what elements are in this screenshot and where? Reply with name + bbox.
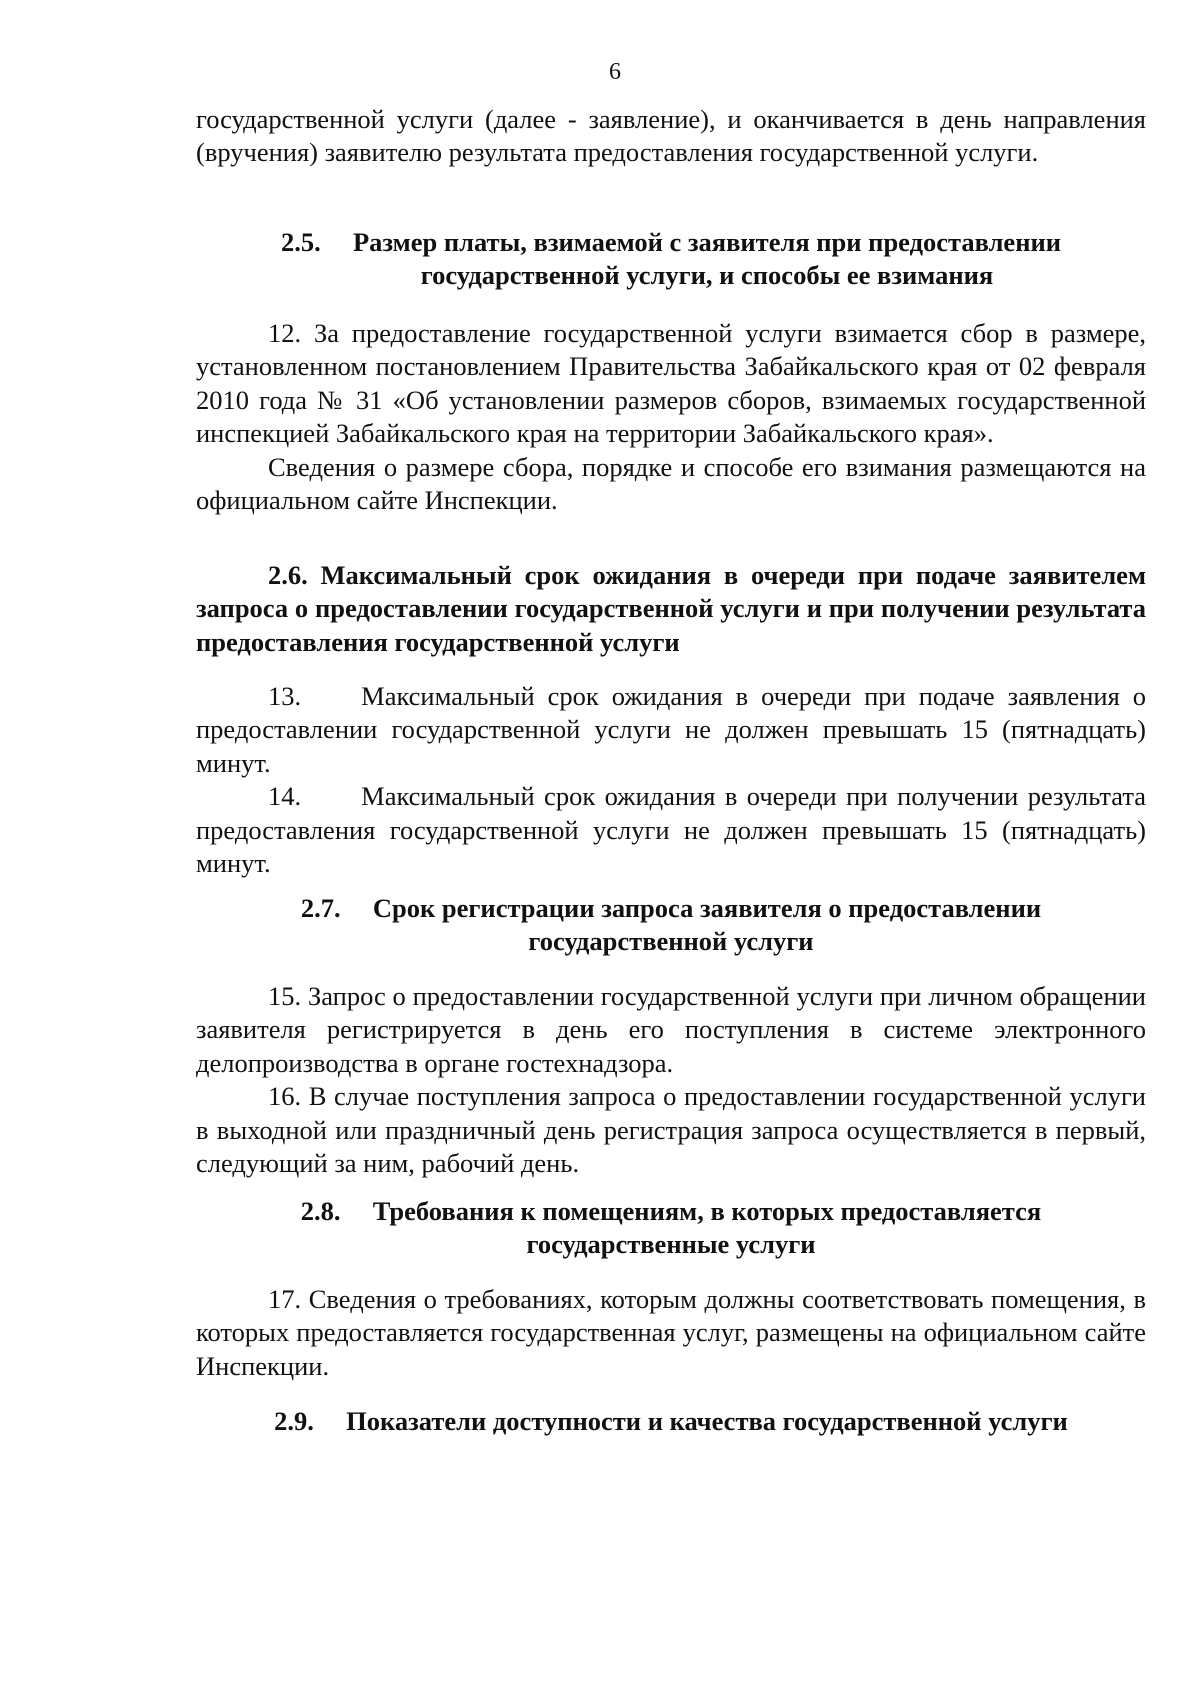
- section-heading-2-7: [196, 892, 1146, 959]
- heading-line: государственные услуги: [526, 1229, 816, 1260]
- section-title: Показатели доступности и качества государственной услуги: [346, 1406, 1068, 1436]
- paragraph-number: 14.: [268, 781, 302, 812]
- paragraph-text: Максимальный срок ожидания в очереди при подаче заявления о предоставлении государственной услуги не должен превышать 15 (пятнадцать) минут.: [196, 681, 1146, 778]
- paragraph: государственной услуги (далее - заявление), и оканчивается в день направления (вручения) заявителю результата предоставления государственной услуги.: [196, 104, 1146, 168]
- paragraph-17: 17. Сведения о требованиях, которым должны соответствовать помещения, в которых предоставляется государственная услуг, размещены на официальном сайте Инспекции.: [196, 1284, 1146, 1381]
- paragraph-12: 12. За предоставление государственной услуги взимается сбор в размере, установленном постановлением Правительства Забайкальского края от 02 февраля 2010 года № 31 «Об установлении размеров сборов, взимаемых государственной инспекцией Забайкальского края на территории Забайкальского края».: [196, 318, 1146, 449]
- section-heading-2-8: [196, 1195, 1146, 1262]
- section-number: 2.7.: [300, 893, 341, 923]
- section-title: Требования к помещениям, в которых предоставляется: [372, 1196, 1042, 1226]
- heading-line: [196, 226, 1146, 259]
- section-title: Срок регистрации запроса заявителя о предоставлении: [372, 893, 1042, 923]
- section-number: 2.8.: [300, 1196, 341, 1226]
- paragraph-13: [196, 680, 1146, 780]
- heading-line: государственной услуги: [528, 926, 814, 957]
- heading-line: государственной услуги, и способы ее взимания: [420, 260, 994, 291]
- paragraph-16: 16. В случае поступления запроса о предоставлении государственной услуги в выходной или праздничный день регистрация запроса осуществляется в первый, следующий за ним, рабочий день.: [196, 1081, 1146, 1179]
- paragraph-15: 15. Запрос о предоставлении государственной услуги при личном обращении заявителя регистрируется в день его поступления в системе электронного делопроизводства в органе гостехнадзора.: [196, 981, 1146, 1078]
- section-title: Размер платы, взимаемой с заявителя при предоставлении: [352, 227, 1062, 257]
- heading-line: [196, 892, 1146, 925]
- page-number: 6: [609, 59, 621, 85]
- section-number: 2.6.: [268, 560, 308, 590]
- heading-line: [196, 1195, 1146, 1228]
- section-heading-2-5: [196, 226, 1146, 293]
- section-number: 2.9.: [274, 1406, 314, 1436]
- paragraph-text: Максимальный срок ожидания в очереди при получении результата предоставления государственной услуги не должен превышать 15 (пятнадцать) минут.: [196, 781, 1146, 879]
- paragraph-number: 13.: [268, 681, 302, 711]
- paragraph-14: [196, 780, 1146, 880]
- section-number: 2.5.: [280, 227, 321, 257]
- section-title: Максимальный срок ожидания в очереди при подаче заявителем запроса о предоставлении государственной услуги и при получении результата предоставления государственной услуги: [196, 560, 1146, 657]
- section-2-7-body: [196, 980, 1146, 1180]
- section-heading-2-9: [196, 1405, 1146, 1438]
- section-heading-2-6: [196, 559, 1146, 659]
- section-2-8-body: [196, 1283, 1146, 1383]
- section-2-6-body: [196, 680, 1146, 880]
- intro-paragraph: [196, 103, 1146, 170]
- section-2-5-body: [196, 317, 1146, 517]
- paragraph: Сведения о размере сбора, порядке и способе его взимания размещаются на официальном сайте Инспекции.: [196, 451, 1146, 516]
